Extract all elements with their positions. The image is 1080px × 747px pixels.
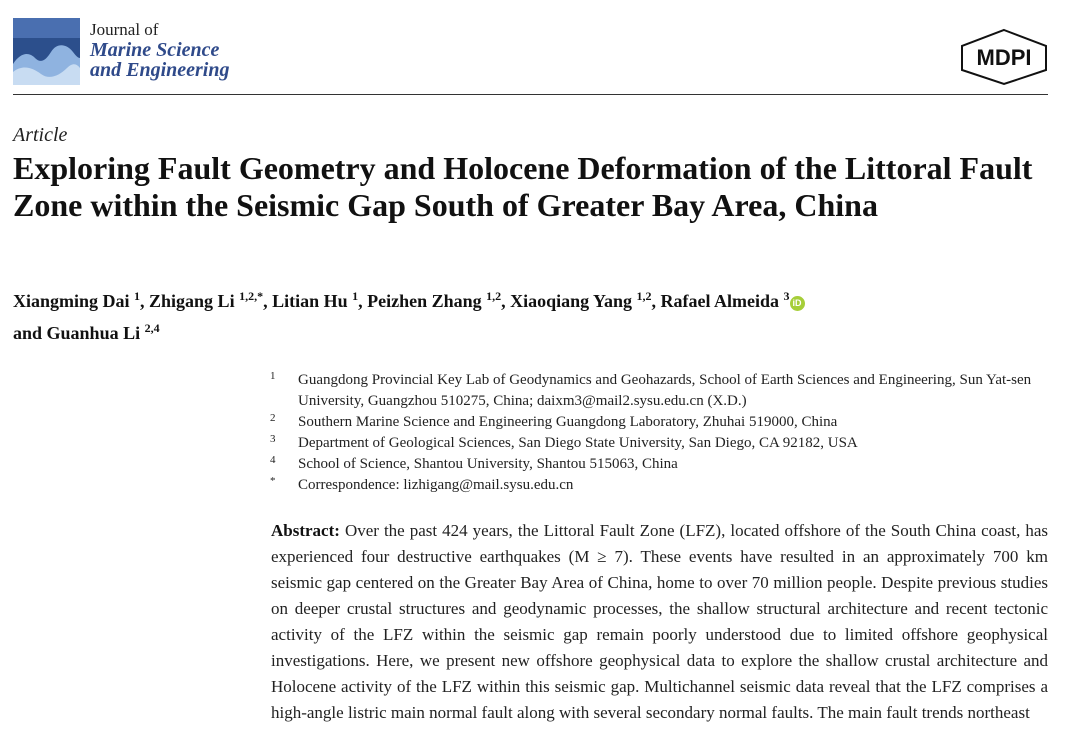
orcid-icon[interactable]: iD (790, 296, 805, 311)
author-name[interactable]: Zhigang Li (149, 291, 240, 311)
affiliation-text: Correspondence: lizhigang@mail.sysu.edu.cn (298, 477, 574, 493)
affiliation-item (270, 412, 1060, 433)
abstract-label: Abstract: (271, 521, 340, 540)
affiliation-text: Southern Marine Science and Engineering Guangdong Laboratory, Zhuhai 519000, China (298, 414, 838, 430)
affiliation-item (270, 475, 1060, 496)
author-name[interactable]: Guanhua Li (46, 323, 145, 343)
article-type: Article (13, 124, 68, 146)
author-affiliation-marker: 2,4 (144, 321, 160, 335)
affiliation-text: School of Science, Shantou University, Shantou 515063, China (298, 456, 678, 472)
author-separator: , (501, 291, 511, 311)
affiliation-number: 4 (270, 454, 276, 466)
journal-name (90, 20, 229, 80)
author-separator: , (651, 291, 661, 311)
author-affiliation-marker: 3 (783, 289, 790, 303)
abstract (271, 518, 1048, 726)
author-separator: , (263, 291, 273, 311)
author-affiliation-marker: 1,2 (486, 289, 502, 303)
author-list (13, 283, 1058, 347)
author-name[interactable]: Xiaoqiang Yang (510, 291, 637, 311)
author-affiliation-marker: 1,2 (636, 289, 652, 303)
affiliation-number: 1 (270, 370, 276, 382)
author-and: and (13, 323, 47, 343)
abstract-text: Over the past 424 years, the Littoral Fault Zone (LFZ), located offshore of the South China coast, has experienced four destructive earthquakes (M ≥ 7). These events have resulted in an approximately 700 km seismic gap centered on the Greater Bay Area of China, home to over 70 million people. Despite previous studies on deeper crustal structures and geodynamic processes, the shallow structural architecture and recent tectonic activity of the LFZ within the seismic gap remain poorly understood due to limited offshore geophysical investigations. Here, we present new offshore geophysical data to explore the shallow crustal architecture and Holocene activity of the LFZ within this seismic gap. Multichannel seismic data reveal that the LFZ comprises a high-angle listric main normal fault along with several secondary normal faults. The main fault trends northeast (271, 521, 1049, 722)
journal-logo (13, 18, 80, 85)
mdpi-logo (960, 28, 1048, 86)
affiliation-number: 3 (270, 433, 276, 445)
affiliation-number: 2 (270, 412, 276, 424)
affiliation-text: Guangdong Provincial Key Lab of Geodynamics and Geohazards, School of Earth Sciences and Engineering, Sun Yat-sen University, Guangzhou 510275, China; daixm3@mail2.sysu.edu.cn (X.D.) (298, 372, 1032, 409)
header-divider (13, 94, 1048, 95)
article-title: Exploring Fault Geometry and Holocene Deformation of the Littoral Fault Zone within the Seismic Gap South of Greater Bay Area, China (13, 150, 1033, 223)
affiliation-item (270, 433, 1060, 454)
publisher-logo-text: MDPI (976, 45, 1032, 70)
journal-prefix: Journal of (90, 20, 159, 39)
author-name[interactable]: Litian Hu (272, 291, 353, 311)
journal-title-line2: and Engineering (90, 59, 230, 81)
author-affiliation-marker: 1 (134, 289, 141, 303)
journal-title-line1: Marine Science (90, 39, 220, 61)
author-name[interactable]: Xiangming Dai (13, 291, 135, 311)
author-name[interactable]: Peizhen Zhang (367, 291, 487, 311)
author-affiliation-marker: 1,2,* (239, 289, 264, 303)
affiliation-item (270, 454, 1060, 475)
author-affiliation-marker: 1 (352, 289, 359, 303)
author-separator: , (358, 291, 368, 311)
affiliation-list (270, 370, 1060, 496)
author-separator: , (140, 291, 150, 311)
affiliation-text: Department of Geological Sciences, San Diego State University, San Diego, CA 92182, USA (298, 435, 858, 451)
affiliation-number: * (270, 475, 276, 487)
affiliation-item (270, 370, 1060, 412)
author-name[interactable]: Rafael Almeida (660, 291, 784, 311)
